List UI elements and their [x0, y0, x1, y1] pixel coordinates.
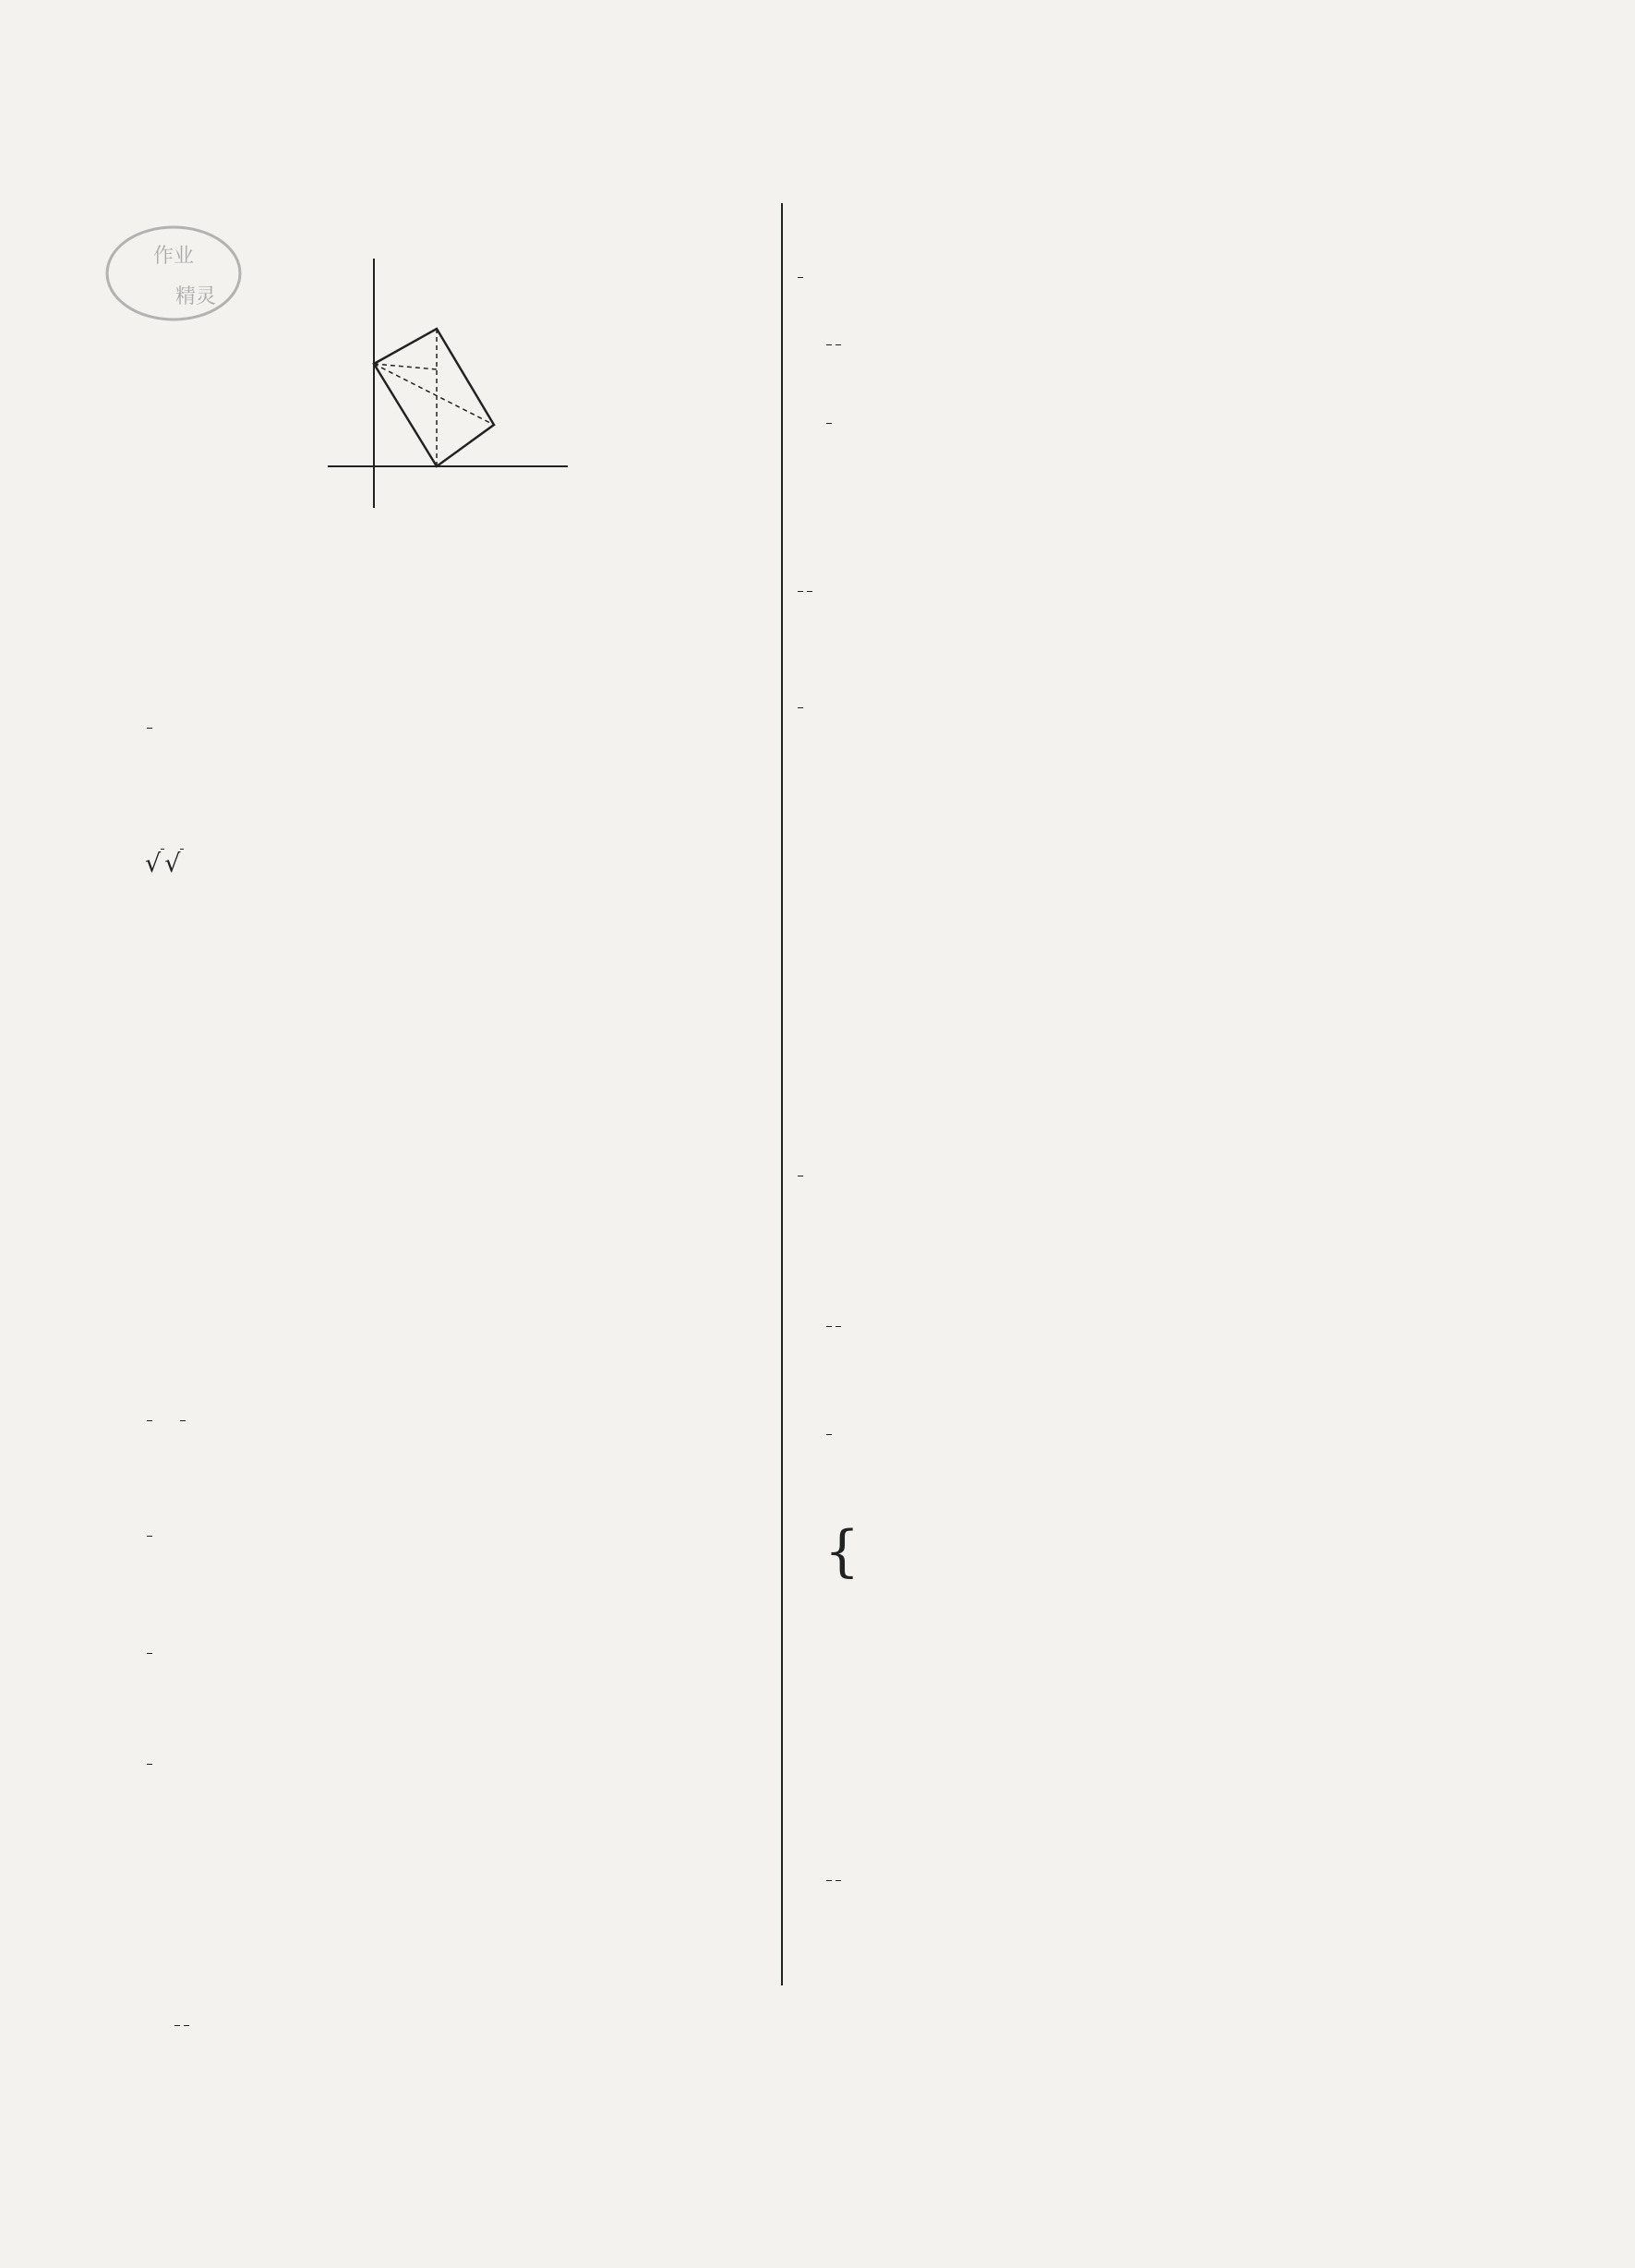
right-t15 — [824, 1864, 843, 1897]
right-t4 — [824, 1309, 843, 1343]
right-line-2 — [796, 260, 805, 294]
ans-4-2 — [173, 2009, 191, 2042]
stamp-logo — [100, 218, 247, 329]
left-line-6 — [145, 711, 154, 744]
column-divider — [781, 203, 783, 1985]
svg-text:作业: 作业 — [153, 245, 195, 268]
right-s1 — [796, 691, 805, 724]
right-line-4 — [824, 406, 834, 440]
fill-line-1 — [145, 1404, 187, 1437]
figure-3 — [319, 249, 577, 517]
right-fill-line — [796, 574, 854, 608]
right-t6 — [824, 1418, 834, 1451]
left-line-9: √ √ — [145, 848, 184, 881]
right-t1 — [796, 1159, 805, 1192]
right-t8: { — [824, 1519, 860, 1584]
fill-line-3 — [145, 1519, 154, 1552]
ans-2 — [145, 1747, 154, 1780]
ans-1 — [145, 1636, 154, 1670]
svg-text:精灵: 精灵 — [175, 285, 217, 308]
right-line-3 — [824, 328, 843, 361]
